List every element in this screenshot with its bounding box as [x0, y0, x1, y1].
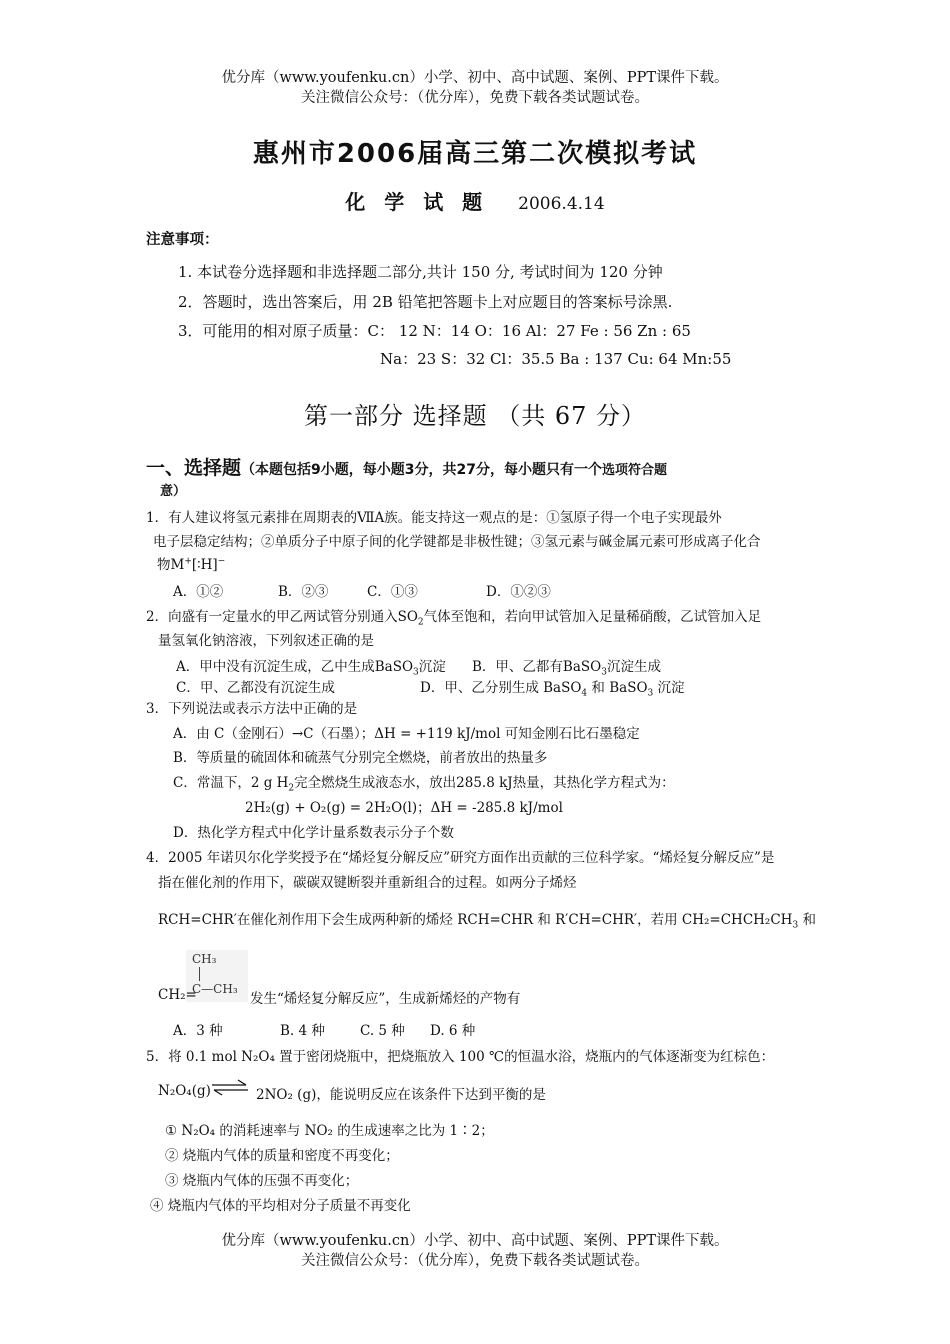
q2-option-b: B．甲、乙都有BaSO$_3$沉淀生成: [472, 659, 661, 678]
notice-heading: 注意事项：: [146, 232, 219, 248]
q5-item-2: ② 烧瓶内气体的质量和密度不再变化；: [165, 1148, 399, 1164]
structure-ch3-top: CH₃: [192, 952, 217, 966]
footer-line-1: 优分库（www.youfenku.cn）小学、初中、高中试题、案例、PPT课件下载。: [221, 1233, 729, 1249]
structure-bond-vertical: [199, 967, 200, 981]
notice-item-2: 2．答题时，选出答案后，用 2B 铅笔把答题卡上对应题目的答案标号涂黑.: [178, 293, 673, 311]
header-line-2: 关注微信公众号：（优分库），免费下载各类试题试卷。: [301, 90, 649, 106]
q3-stem: 3．下列说法或表示方法中正确的是: [146, 701, 358, 717]
equilibrium-arrow-icon: [210, 1078, 250, 1098]
part-one-title: 第一部分 选择题 （共 67 分）: [303, 402, 647, 430]
q2-option-c: C．甲、乙都没有沉淀生成: [176, 680, 335, 696]
q3-option-d: D．热化学方程式中化学计量系数表示分子个数: [173, 825, 454, 841]
subtitle: [0, 186, 950, 215]
q1-line-1: 1．有人建议将氢元素排在周期表的ⅦA族。能支持这一观点的是：①氢原子得一个电子实现最外: [146, 510, 722, 526]
q3-option-c: C．常温下，2 g $H_2$完全燃烧生成液态水，放出285.8 kJ热量，其热化学方程式为：: [173, 775, 675, 794]
section-one-heading: 一、选择题（本题包括9小题，每小题3分，共27分，每小题只有一个选项符合题: [146, 457, 667, 479]
notice-item-4: Na：23 S：32 Cl：35.5 Ba : 137 Cu: 64 Mn:55: [380, 350, 732, 368]
q2-line-1: 2．向盛有一定量水的甲乙两试管分别通入$SO_2$气体至饱和，若向甲试管加入足量稀硝酸，乙试管加入足: [146, 609, 762, 628]
q1-line-3: 物M+[∶H]−: [157, 556, 226, 573]
q5-item-3: ③ 烧瓶内气体的压强不再变化；: [165, 1173, 359, 1189]
structure-main-chain: C—CH₃: [192, 982, 238, 996]
q1-option-a: A．①②: [173, 584, 224, 600]
q3-option-a: A．由 C（金刚石）→C（石墨）；ΔH = +119 kJ/mol 可知金刚石比石墨稳定: [173, 726, 640, 742]
q1-option-b: B．②③: [278, 584, 329, 600]
notice-item-1: 1. 本试卷分选择题和非选择题二部分,共计 150 分, 考试时间为 120 分钟: [178, 263, 663, 281]
q4-option-d: D. 6 种: [430, 1023, 476, 1039]
q4-option-b: B. 4 种: [280, 1023, 325, 1039]
q3-option-b: B．等质量的硫固体和硫蒸气分别完全燃烧，前者放出的热量多: [173, 750, 548, 766]
q2-option-a: A．甲中没有沉淀生成，乙中生成BaSO$_3$沉淀: [176, 659, 446, 678]
section-one-heading-tail: 意）: [160, 484, 187, 499]
footer-line-2: 关注微信公众号：（优分库），免费下载各类试题试卷。: [301, 1253, 649, 1269]
q4-line-1: 4．2005 年诺贝尔化学奖授予在“烯烃复分解反应”研究方面作出贡献的三位科学家。“烯烃复分解反应”是: [146, 850, 775, 866]
notice-item-3: 3．可能用的相对原子质量：C： 12 N：14 O：16 Al：27 Fe : 56 Zn : 65: [178, 322, 691, 340]
q5-item-4: ④ 烧瓶内气体的平均相对分子质量不再变化: [150, 1198, 411, 1214]
q2-option-d: D．甲、乙分别生成 BaSO$_4$ 和 BaSO$_3$ 沉淀: [420, 680, 685, 699]
page-title: 惠州市2006届高三第二次模拟考试: [252, 139, 698, 169]
subject-title: 化 学 试 题: [345, 190, 489, 214]
header-line-1: 优分库（www.youfenku.cn）小学、初中、高中试题、案例、PPT课件下载。: [221, 70, 729, 86]
q5-eq-right: 2NO₂ (g)，能说明反应在该条件下达到平衡的是: [256, 1087, 546, 1103]
q5-line-1: 5．将 0.1 mol N₂O₄ 置于密闭烧瓶中，把烧瓶放入 100 ℃的恒温水浴，烧瓶内的气体逐渐变为红棕色：: [146, 1049, 775, 1065]
q1-option-c: C．①③: [367, 584, 418, 600]
q4-option-a: A．3 种: [173, 1023, 223, 1039]
q1-option-d: D．①②③: [486, 584, 551, 600]
q4-line-4-pre: CH₂=: [158, 987, 197, 1003]
q4-line-2: 指在催化剂的作用下，碳碳双键断裂并重新组合的过程。如两分子烯烃: [158, 875, 577, 891]
q3-equation: 2H₂(g) + O₂(g) = 2H₂O(l)；ΔH = -285.8 kJ/mol: [245, 800, 563, 816]
q2-line-2: 量氢氧化钠溶液，下列叙述正确的是: [158, 633, 374, 649]
q5-eq-left: N₂O₄(g): [158, 1083, 211, 1099]
q1-line-2: 电子层稳定结构；②单质分子中原子间的化学键都是非极性键；③氢元素与碱金属元素可形成离子化合: [153, 534, 761, 550]
q4-line-4-post: 发生“烯烃复分解反应”，生成新烯烃的产物有: [250, 991, 521, 1007]
q5-item-1: ① N₂O₄ 的消耗速率与 NO₂ 的生成速率之比为 1∶2；: [165, 1123, 494, 1139]
q4-line-3: RCH=CHR′在催化剂作用下会生成两种新的烯烃 RCH=CHR 和 R′CH=CHR′，若用 $CH_2=CHCH_2CH_3$ 和: [158, 912, 816, 931]
q4-option-c: C. 5 种: [360, 1023, 405, 1039]
exam-date: 2006.4.14: [518, 194, 605, 214]
